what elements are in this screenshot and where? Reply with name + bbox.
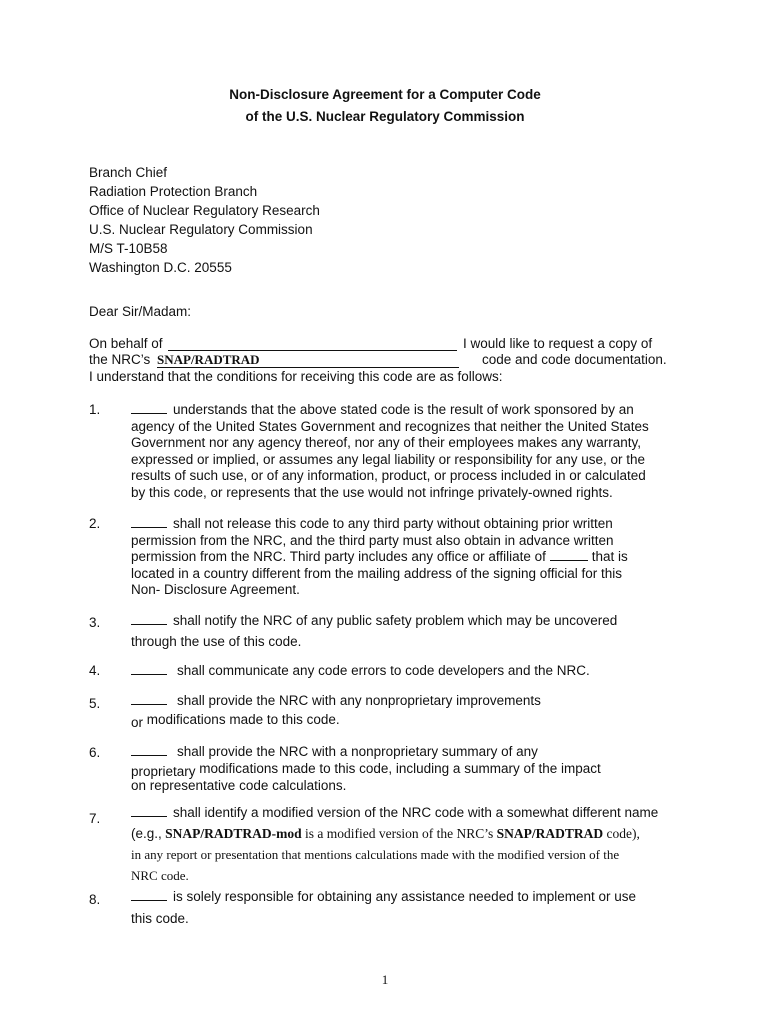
item-text: in any report or presentation that mentions calculations made with the modified version of the [131,847,620,862]
item-text: by this code, or represents that the use would not infringe privately-owned rights. [131,484,613,500]
item-text: agency of the United States Government and recognizes that neither the United States [131,418,649,434]
item-text: this code. [131,911,189,926]
conditions-intro: I understand that the conditions for receiving this code are as follows: [89,369,503,384]
list-item-6 [131,743,601,794]
list-item-1 [131,402,649,501]
code-name-underline [157,367,459,368]
item-text: shall provide the NRC with a nonproprietary summary of any [177,744,538,759]
item-text: proprietary [131,764,196,779]
list-item-5 [131,691,541,729]
address-line: Branch Chief [89,165,168,180]
code-documentation-text: code and code documentation. [482,352,667,367]
item-text: results of such use, or of any information, product, or process included in or calculated [131,468,646,483]
party-blank[interactable] [131,806,167,817]
address-line: Office of Nuclear Regulatory Research [89,203,320,218]
party-blank[interactable] [131,517,167,528]
party-blank[interactable] [131,614,167,625]
code-name: SNAP/RADTRAD [157,352,260,367]
list-item-3 [131,610,617,652]
item-number: 6. [89,745,101,760]
item-text: permission from the NRC, and the third party must also obtain in advance written [131,532,614,548]
party-blank[interactable] [131,403,167,414]
item-text: Non- Disclosure Agreement. [131,582,300,597]
organization-blank[interactable] [168,350,457,351]
item-text: understands that the above stated code is the result of work sponsored by an [173,402,634,417]
the-nrcs-label: the NRC’s [89,352,151,367]
item-number: 7. [89,811,101,826]
item-number: 8. [89,892,101,907]
item-number: 4. [89,663,101,678]
page-number: 1 [381,972,389,987]
item-number: 5. [89,696,101,711]
modified-code-name: SNAP/RADTRAD-mod [165,826,302,841]
list-item-2 [131,516,628,599]
item-text: modifications made to this code, including a summary of the impact [199,761,601,776]
address-line: M/S T-10B58 [89,241,168,256]
party-blank[interactable] [131,890,167,901]
document-title-line-2: of the U.S. Nuclear Regulatory Commission [245,109,525,124]
party-blank[interactable] [131,745,167,756]
code-name: SNAP/RADTRAD [496,826,604,841]
item-text: is a modified version of the NRC’s [305,826,494,841]
affiliate-blank[interactable] [550,550,588,561]
address-line: U.S. Nuclear Regulatory Commission [89,222,313,237]
item-text: through the use of this code. [131,634,302,649]
item-text: located in a country different from the mailing address of the signing official for this [131,565,623,581]
item-text: shall provide the NRC with any nonproprietary improvements [177,693,541,708]
item-number: 1. [89,402,101,417]
party-blank[interactable] [131,664,167,675]
item-text: permission from the NRC. Third party includes any office or affiliate of [131,549,546,564]
on-behalf-of-label: On behalf of [89,336,163,351]
document-title-line-1: Non-Disclosure Agreement for a Computer Code [229,87,541,102]
recipient-address [89,163,320,277]
item-text: is solely responsible for obtaining any assistance needed to implement or use [173,889,637,904]
party-blank[interactable] [131,694,167,705]
address-line: Washington D.C. 20555 [89,260,232,275]
address-line: Radiation Protection Branch [89,184,258,199]
item-text: on representative code calculations. [131,778,347,793]
salutation: Dear Sir/Madam: [89,304,192,319]
item-text: (e.g., [131,826,162,841]
item-text: or [131,715,144,730]
list-item-4 [131,663,590,680]
item-text: expressed or implied, or assumes any legal liability or responsibility for any use, or the [131,451,645,467]
item-text: shall identify a modified version of the NRC code with a somewhat different name [173,805,659,820]
list-item-7 [131,802,658,886]
item-text: code), [606,826,640,841]
item-text: shall notify the NRC of any public safety problem which may be uncovered [173,613,618,628]
item-number: 2. [89,516,101,531]
item-text: modifications made to this code. [146,712,340,727]
item-text: shall not release this code to any third party without obtaining prior written [173,516,613,531]
item-text: Government nor any agency thereof, nor any of their employees makes any warranty, [131,435,642,450]
item-text: NRC code. [131,868,189,883]
item-text: shall communicate any code errors to code developers and the NRC. [177,663,590,678]
list-item-8 [131,886,636,930]
request-text: I would like to request a copy of [463,336,653,351]
item-number: 3. [89,615,101,630]
item-text: that is [591,549,628,564]
